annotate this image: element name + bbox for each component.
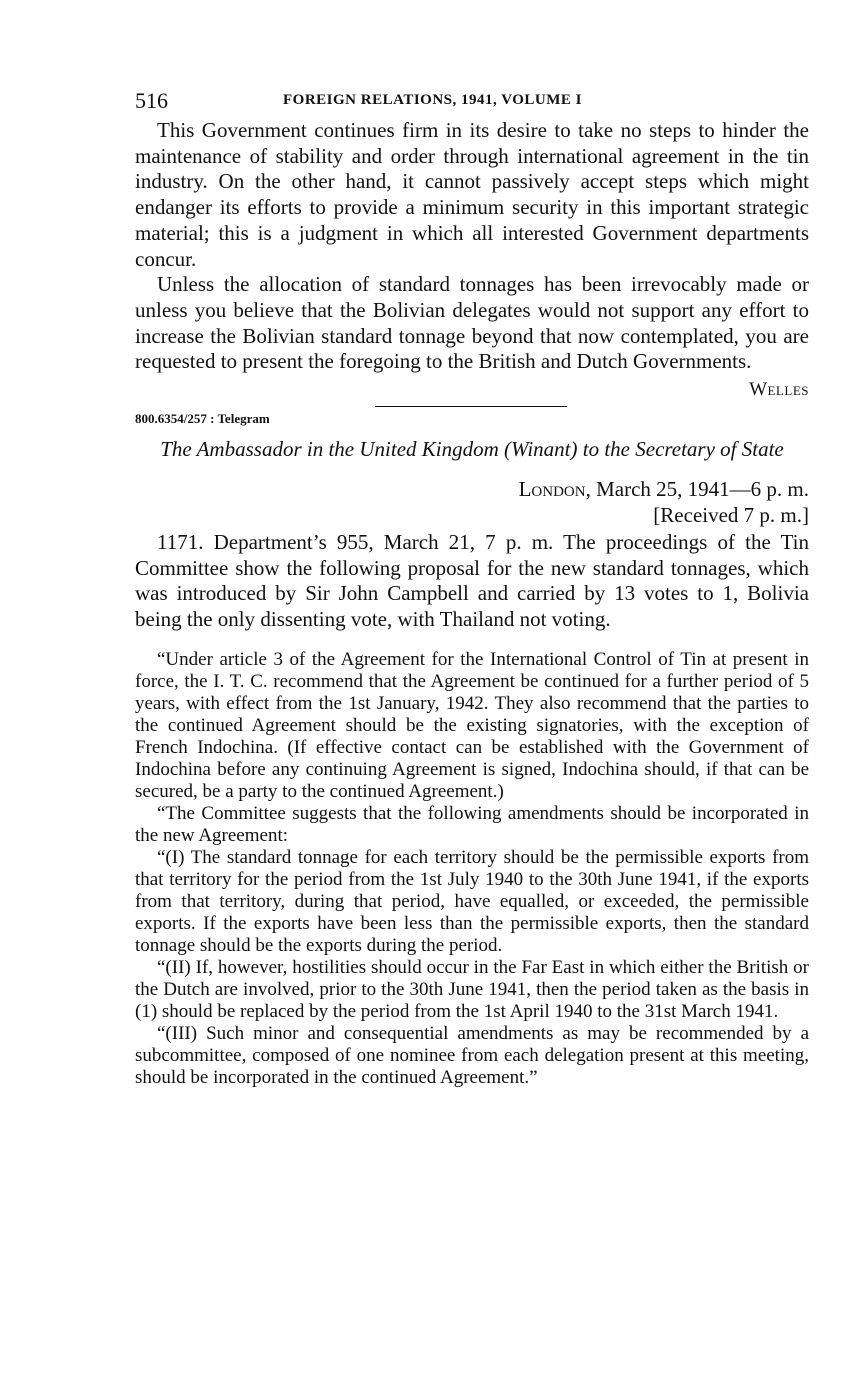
signature: Welles <box>749 379 809 401</box>
quote-paragraph: “(II) If, however, hostilities should occur in the Far East in which either the British or the Dutch are involved, prior to the 30th June 1941, then the period taken as the basis in (1) should be replaced by the period from the 1st April 1940 to the 31st March 1941. <box>135 956 809 1022</box>
page-header <box>135 88 809 118</box>
quote-paragraph: “Under article 3 of the Agreement for the International Control of Tin at present in force, the I. T. C. recommend that the Agreement be continued for a further period of 5 years, with effect from the 1st January, 1942. They also recommend that the parties to the continued Agreement should be the existing signatories, with the exception of French Indochina. (If effective contact can be established with the Government of Indochina before any continuing Agreement is signed, Indochina should, if that can be secured, be a party to the continued Agreement.) <box>135 648 809 802</box>
separator-rule <box>375 406 567 407</box>
quote-paragraph: “The Committee suggests that the following amendments should be incorporated in the new Agreement: <box>135 802 809 846</box>
dateline <box>135 476 809 502</box>
document-page <box>135 88 809 1089</box>
dateline-place: London, <box>518 477 591 502</box>
intro-section <box>135 118 809 375</box>
file-reference: 800.6354/257 : Telegram <box>135 411 270 427</box>
quote-paragraph: “(I) The standard tonnage for each territory should be the permissible exports from that territory for the period from the 1st July 1940 to the 30th June 1941, if the exports from that territory, during that period, have equalled, or exceeded, the permissible exports. If the exports have been less than the permissible exports, then the standard tonnage should be the exports during the period. <box>135 846 809 956</box>
telegram-paragraph: 1171. Department’s 955, March 21, 7 p. m. The proceedings of the Tin Committee show the following proposal for the new standard tonnages, which was introduced by Sir John Campbell and carried by 13 votes to 1, Bolivia being the only dissenting vote, with Thailand not voting. <box>135 530 809 632</box>
running-head: FOREIGN RELATIONS, 1941, VOLUME I <box>283 92 583 108</box>
intro-paragraph: This Government continues firm in its desire to take no steps to hinder the maintenance of stability and order through international agreement in the tin industry. On the other hand, it cannot passively accept steps which might endanger its efforts to provide a minimum security in this important strategic material; this is a judgment in which all interested Government departments concur. <box>135 118 809 271</box>
page-number: 516 <box>135 88 168 113</box>
quoted-proposal <box>135 649 809 1089</box>
document-title: The Ambassador in the United Kingdom (Winant) to the Secretary of State <box>160 437 784 462</box>
received-note: [Received 7 p. m.] <box>653 503 809 528</box>
quote-paragraph: “(III) Such minor and consequential amendments as may be recommended by a subcommittee, composed of one nominee from each delegation present at this meeting, should be incorporated in the continued Agreement.” <box>135 1022 809 1088</box>
document-separator <box>135 404 809 434</box>
telegram-body <box>135 530 809 633</box>
dateline-date: March 25, 1941—6 p. m. <box>590 477 809 502</box>
intro-paragraph: Unless the allocation of standard tonnages has been irrevocably made or unless you believe that the Bolivian delegates would not support any effort to increase the Bolivian standard tonnage beyond that now contemplated, you are requested to present the foregoing to the British and Dutch Governments. <box>135 272 809 374</box>
